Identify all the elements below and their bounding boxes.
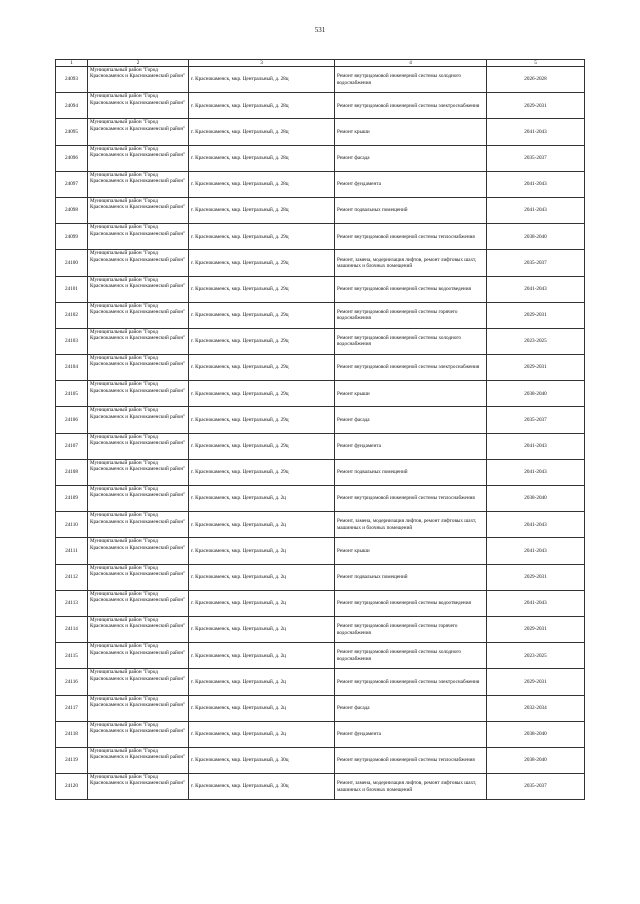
table-row <box>56 538 585 564</box>
work-type-cell: Ремонт, замена, модернизация лифтов, ремонт лифтовых шахт, машинных и блочных помещений <box>335 250 487 276</box>
column-header-2: 2 <box>88 60 189 67</box>
address-cell: г. Краснокаменск, мкр. Центральный, д. 2ц <box>189 669 335 695</box>
address-cell: г. Краснокаменск, мкр. Центральный, д. 30ц <box>189 747 335 773</box>
work-type-cell: Ремонт подвальных помещений <box>335 197 487 223</box>
row-number-cell: 24101 <box>56 276 88 302</box>
period-cell: 2035-2037 <box>487 407 585 433</box>
row-number-cell: 24114 <box>56 616 88 642</box>
address-cell: г. Краснокаменск, мкр. Центральный, д. 29ц <box>189 381 335 407</box>
period-cell: 2029-2031 <box>487 302 585 328</box>
work-type-cell: Ремонт внутридомовой инженерной системы горячего водоснабжения <box>335 616 487 642</box>
period-cell: 2038-2040 <box>487 381 585 407</box>
table-row <box>56 643 585 669</box>
address-cell: г. Краснокаменск, мкр. Центральный, д. 28ц <box>189 119 335 145</box>
period-cell: 2038-2040 <box>487 747 585 773</box>
work-type-cell: Ремонт подвальных помещений <box>335 459 487 485</box>
work-type-cell: Ремонт фасада <box>335 407 487 433</box>
municipality-cell: Муниципальный район "Город Краснокаменск и Краснокаменский район" <box>88 119 189 145</box>
work-type-cell: Ремонт фундамента <box>335 433 487 459</box>
address-cell: г. Краснокаменск, мкр. Центральный, д. 29ц <box>189 433 335 459</box>
work-type-cell: Ремонт внутридомовой инженерной системы горячего водоснабжения <box>335 302 487 328</box>
municipality-cell: Муниципальный район "Город Краснокаменск и Краснокаменский район" <box>88 564 189 590</box>
address-cell: г. Краснокаменск, мкр. Центральный, д. 29ц <box>189 250 335 276</box>
work-type-cell: Ремонт подвальных помещений <box>335 564 487 590</box>
table-row <box>56 407 585 433</box>
period-cell: 2035-2037 <box>487 145 585 171</box>
address-cell: г. Краснокаменск, мкр. Центральный, д. 29ц <box>189 407 335 433</box>
row-number-cell: 24094 <box>56 93 88 119</box>
address-cell: г. Краснокаменск, мкр. Центральный, д. 2ц <box>189 643 335 669</box>
address-cell: г. Краснокаменск, мкр. Центральный, д. 29ц <box>189 459 335 485</box>
row-number-cell: 24095 <box>56 119 88 145</box>
municipality-cell: Муниципальный район "Город Краснокаменск и Краснокаменский район" <box>88 276 189 302</box>
municipality-cell: Муниципальный район "Город Краснокаменск и Краснокаменский район" <box>88 747 189 773</box>
period-cell: 2041-2043 <box>487 171 585 197</box>
address-cell: г. Краснокаменск, мкр. Центральный, д. 28ц <box>189 93 335 119</box>
municipality-cell: Муниципальный район "Город Краснокаменск и Краснокаменский район" <box>88 328 189 354</box>
period-cell: 2038-2040 <box>487 486 585 512</box>
period-cell: 2035-2037 <box>487 774 585 800</box>
period-cell: 2041-2043 <box>487 276 585 302</box>
municipality-cell: Муниципальный район "Город Краснокаменск и Краснокаменский район" <box>88 224 189 250</box>
table-row <box>56 512 585 538</box>
work-type-cell: Ремонт, замена, модернизация лифтов, ремонт лифтовых шахт, машинных и блочных помещений <box>335 512 487 538</box>
table-row <box>56 276 585 302</box>
column-header-4: 4 <box>335 60 487 67</box>
row-number-cell: 24108 <box>56 459 88 485</box>
municipality-cell: Муниципальный район "Город Краснокаменск и Краснокаменский район" <box>88 643 189 669</box>
table-row <box>56 433 585 459</box>
table-row <box>56 250 585 276</box>
period-cell: 2029-2031 <box>487 93 585 119</box>
address-cell: г. Краснокаменск, мкр. Центральный, д. 29ц <box>189 355 335 381</box>
municipality-cell: Муниципальный район "Город Краснокаменск и Краснокаменский район" <box>88 171 189 197</box>
address-cell: г. Краснокаменск, мкр. Центральный, д. 28ц <box>189 197 335 223</box>
period-cell: 2041-2043 <box>487 512 585 538</box>
row-number-cell: 24098 <box>56 197 88 223</box>
address-cell: г. Краснокаменск, мкр. Центральный, д. 29ц <box>189 276 335 302</box>
municipality-cell: Муниципальный район "Город Краснокаменск и Краснокаменский район" <box>88 512 189 538</box>
row-number-cell: 24116 <box>56 669 88 695</box>
table-row <box>56 93 585 119</box>
work-type-cell: Ремонт крыши <box>335 538 487 564</box>
table-row <box>56 616 585 642</box>
period-cell: 2038-2040 <box>487 224 585 250</box>
period-cell: 2038-2040 <box>487 721 585 747</box>
row-number-cell: 24119 <box>56 747 88 773</box>
work-type-cell: Ремонт фундамента <box>335 721 487 747</box>
period-cell: 2029-2031 <box>487 355 585 381</box>
municipality-cell: Муниципальный район "Город Краснокаменск и Краснокаменский район" <box>88 302 189 328</box>
address-cell: г. Краснокаменск, мкр. Центральный, д. 28ц <box>189 67 335 93</box>
column-header-1: 1 <box>56 60 88 67</box>
work-type-cell: Ремонт фасада <box>335 145 487 171</box>
period-cell: 2023-2025 <box>487 328 585 354</box>
municipality-cell: Муниципальный район "Город Краснокаменск и Краснокаменский район" <box>88 459 189 485</box>
table-row <box>56 669 585 695</box>
municipality-cell: Муниципальный район "Город Краснокаменск и Краснокаменский район" <box>88 93 189 119</box>
table-row <box>56 67 585 93</box>
table-row <box>56 171 585 197</box>
period-cell: 2035-2037 <box>487 250 585 276</box>
address-cell: г. Краснокаменск, мкр. Центральный, д. 2ц <box>189 564 335 590</box>
work-type-cell: Ремонт внутридомовой инженерной системы теплоснабжения <box>335 486 487 512</box>
work-type-cell: Ремонт внутридомовой инженерной системы холодного водоснабжения <box>335 643 487 669</box>
row-number-cell: 24106 <box>56 407 88 433</box>
row-number-cell: 24100 <box>56 250 88 276</box>
address-cell: г. Краснокаменск, мкр. Центральный, д. 2ц <box>189 695 335 721</box>
row-number-cell: 24118 <box>56 721 88 747</box>
period-cell: 2029-2031 <box>487 669 585 695</box>
address-cell: г. Краснокаменск, мкр. Центральный, д. 28ц <box>189 145 335 171</box>
table-row <box>56 355 585 381</box>
table-row <box>56 721 585 747</box>
work-type-cell: Ремонт внутридомовой инженерной системы водоотведения <box>335 276 487 302</box>
municipality-cell: Муниципальный район "Город Краснокаменск и Краснокаменский район" <box>88 433 189 459</box>
row-number-cell: 24110 <box>56 512 88 538</box>
period-cell: 2041-2043 <box>487 433 585 459</box>
row-number-cell: 24097 <box>56 171 88 197</box>
table-row <box>56 590 585 616</box>
table-row <box>56 328 585 354</box>
municipality-cell: Муниципальный район "Город Краснокаменск и Краснокаменский район" <box>88 145 189 171</box>
period-cell: 2041-2043 <box>487 590 585 616</box>
municipality-cell: Муниципальный район "Город Краснокаменск и Краснокаменский район" <box>88 695 189 721</box>
municipality-cell: Муниципальный район "Город Краснокаменск и Краснокаменский район" <box>88 616 189 642</box>
work-type-cell: Ремонт внутридомовой инженерной системы водоотведения <box>335 590 487 616</box>
row-number-cell: 24115 <box>56 643 88 669</box>
row-number-cell: 24102 <box>56 302 88 328</box>
work-type-cell: Ремонт крыши <box>335 381 487 407</box>
table-row <box>56 564 585 590</box>
work-type-cell: Ремонт крыши <box>335 119 487 145</box>
table-row <box>56 459 585 485</box>
work-type-cell: Ремонт фасада <box>335 695 487 721</box>
municipality-cell: Муниципальный район "Город Краснокаменск и Краснокаменский район" <box>88 67 189 93</box>
municipality-cell: Муниципальный район "Город Краснокаменск и Краснокаменский район" <box>88 250 189 276</box>
address-cell: г. Краснокаменск, мкр. Центральный, д. 2ц <box>189 590 335 616</box>
work-type-cell: Ремонт внутридомовой инженерной системы холодного водоснабжения <box>335 328 487 354</box>
row-number-cell: 24103 <box>56 328 88 354</box>
table-row <box>56 302 585 328</box>
row-number-cell: 24104 <box>56 355 88 381</box>
column-header-5: 5 <box>487 60 585 67</box>
address-cell: г. Краснокаменск, мкр. Центральный, д. 29ц <box>189 224 335 250</box>
table-row <box>56 486 585 512</box>
work-type-cell: Ремонт внутридомовой инженерной системы электроснабжения <box>335 669 487 695</box>
address-cell: г. Краснокаменск, мкр. Центральный, д. 2ц <box>189 616 335 642</box>
row-number-cell: 24107 <box>56 433 88 459</box>
table-row <box>56 197 585 223</box>
address-cell: г. Краснокаменск, мкр. Центральный, д. 2ц <box>189 538 335 564</box>
municipality-cell: Муниципальный район "Город Краснокаменск и Краснокаменский район" <box>88 538 189 564</box>
page-number: 531 <box>314 26 326 34</box>
row-number-cell: 24120 <box>56 774 88 800</box>
period-cell: 2023-2025 <box>487 643 585 669</box>
period-cell: 2041-2043 <box>487 538 585 564</box>
work-type-cell: Ремонт внутридомовой инженерной системы теплоснабжения <box>335 747 487 773</box>
municipality-cell: Муниципальный район "Город Краснокаменск и Краснокаменский район" <box>88 486 189 512</box>
address-cell: г. Краснокаменск, мкр. Центральный, д. 2ц <box>189 512 335 538</box>
work-type-cell: Ремонт, замена, модернизация лифтов, ремонт лифтовых шахт, машинных и блочных помещений <box>335 774 487 800</box>
row-number-cell: 24109 <box>56 486 88 512</box>
column-number-row <box>56 60 585 67</box>
row-number-cell: 24099 <box>56 224 88 250</box>
work-type-cell: Ремонт внутридомовой инженерной системы теплоснабжения <box>335 224 487 250</box>
municipality-cell: Муниципальный район "Город Краснокаменск и Краснокаменский район" <box>88 669 189 695</box>
municipality-cell: Муниципальный район "Город Краснокаменск и Краснокаменский район" <box>88 355 189 381</box>
column-header-3: 3 <box>189 60 335 67</box>
row-number-cell: 24117 <box>56 695 88 721</box>
period-cell: 2026-2028 <box>487 67 585 93</box>
work-type-cell: Ремонт внутридомовой инженерной системы холодного водоснабжения <box>335 67 487 93</box>
table-row <box>56 224 585 250</box>
period-cell: 2029-2031 <box>487 616 585 642</box>
table-body <box>56 60 585 800</box>
work-type-cell: Ремонт внутридомовой инженерной системы электроснабжения <box>335 355 487 381</box>
works-table <box>55 59 585 800</box>
municipality-cell: Муниципальный район "Город Краснокаменск и Краснокаменский район" <box>88 590 189 616</box>
table-row <box>56 145 585 171</box>
period-cell: 2041-2043 <box>487 119 585 145</box>
row-number-cell: 24113 <box>56 590 88 616</box>
work-type-cell: Ремонт внутридомовой инженерной системы электроснабжения <box>335 93 487 119</box>
address-cell: г. Краснокаменск, мкр. Центральный, д. 29ц <box>189 302 335 328</box>
period-cell: 2029-2031 <box>487 564 585 590</box>
period-cell: 2032-2034 <box>487 695 585 721</box>
address-cell: г. Краснокаменск, мкр. Центральный, д. 2ц <box>189 721 335 747</box>
period-cell: 2041-2043 <box>487 197 585 223</box>
row-number-cell: 24096 <box>56 145 88 171</box>
table-row <box>56 119 585 145</box>
row-number-cell: 24111 <box>56 538 88 564</box>
table-row <box>56 774 585 800</box>
row-number-cell: 24105 <box>56 381 88 407</box>
table-row <box>56 747 585 773</box>
address-cell: г. Краснокаменск, мкр. Центральный, д. 2ц <box>189 486 335 512</box>
municipality-cell: Муниципальный район "Город Краснокаменск и Краснокаменский район" <box>88 721 189 747</box>
table-row <box>56 695 585 721</box>
row-number-cell: 24112 <box>56 564 88 590</box>
municipality-cell: Муниципальный район "Город Краснокаменск и Краснокаменский район" <box>88 407 189 433</box>
address-cell: г. Краснокаменск, мкр. Центральный, д. 29ц <box>189 328 335 354</box>
address-cell: г. Краснокаменск, мкр. Центральный, д. 28ц <box>189 171 335 197</box>
row-number-cell: 24093 <box>56 67 88 93</box>
work-type-cell: Ремонт фундамента <box>335 171 487 197</box>
municipality-cell: Муниципальный район "Город Краснокаменск и Краснокаменский район" <box>88 774 189 800</box>
municipality-cell: Муниципальный район "Город Краснокаменск и Краснокаменский район" <box>88 197 189 223</box>
municipality-cell: Муниципальный район "Город Краснокаменск и Краснокаменский район" <box>88 381 189 407</box>
table-row <box>56 381 585 407</box>
period-cell: 2041-2043 <box>487 459 585 485</box>
address-cell: г. Краснокаменск, мкр. Центральный, д. 30ц <box>189 774 335 800</box>
